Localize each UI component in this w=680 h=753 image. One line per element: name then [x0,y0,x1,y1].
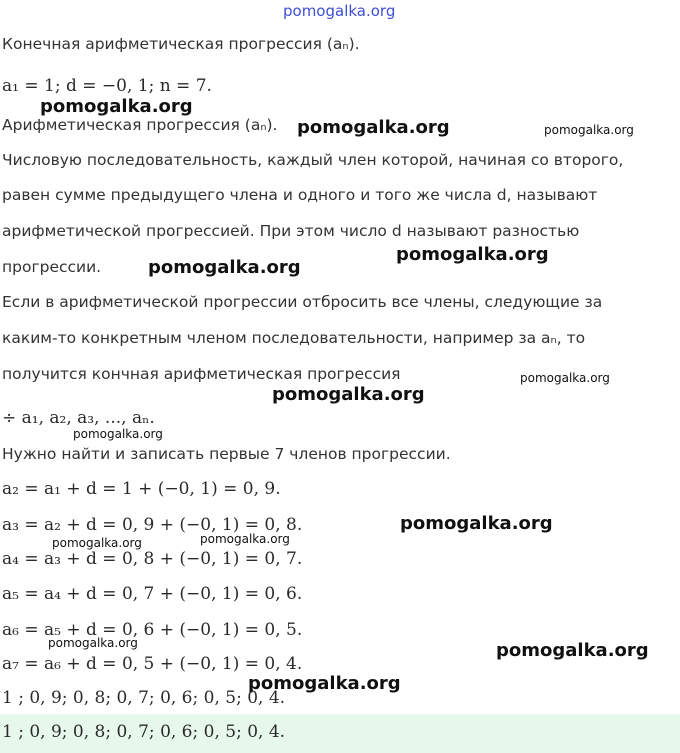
watermark: pomogalka.org [520,371,610,385]
definition-line-3: арифметической прогрессией. При этом число d называют разностью [2,222,580,240]
watermark: pomogalka.org [148,257,301,278]
finite-progression-line-3: получится кончная арифметическая прогрессия [2,365,401,383]
equation-a6: a₆ = a₅ + d = 0, 6 + (−0, 1) = 0, 5. [2,620,303,640]
watermark: pomogalka.org [73,427,163,441]
watermark: pomogalka.org [297,117,450,138]
watermark: pomogalka.org [52,536,142,550]
watermark-top: pomogalka.org [283,2,396,20]
equation-a4: a₄ = a₃ + d = 0, 8 + (−0, 1) = 0, 7. [2,549,303,569]
watermark: pomogalka.org [272,384,425,405]
watermark: pomogalka.org [544,123,634,137]
equation-a2: a₂ = a₁ + d = 1 + (−0, 1) = 0, 9. [2,479,281,499]
watermark: pomogalka.org [248,673,401,694]
watermark: pomogalka.org [200,532,290,546]
given-values: a₁ = 1; d = −0, 1; n = 7. [2,76,212,96]
watermark: pomogalka.org [40,96,193,117]
task-statement: Конечная арифметическая прогрессия (aₙ). [2,35,360,53]
watermark: pomogalka.org [400,513,553,534]
equation-a5: a₅ = a₄ + d = 0, 7 + (−0, 1) = 0, 6. [2,584,303,604]
equation-a3: a₃ = a₂ + d = 0, 9 + (−0, 1) = 0, 8. [2,515,303,535]
result-sequence: 1 ; 0, 9; 0, 8; 0, 7; 0, 6; 0, 5; 0, 4. [2,688,286,708]
finite-progression-line-2: каким-то конкретным членом последовательности, например за aₙ, то [2,329,586,347]
topic-heading: Арифметическая прогрессия (aₙ). [2,116,278,134]
definition-line-2: равен сумме предыдущего члена и одного и того же числа d, называют [2,186,598,204]
watermark: pomogalka.org [48,636,138,650]
watermark: pomogalka.org [396,244,549,265]
answer-text: 1 ; 0, 9; 0, 8; 0, 7; 0, 6; 0, 5; 0, 4. [2,722,286,742]
finite-progression-line-1: Если в арифметической прогрессии отбросить все члены, следующие за [2,293,603,311]
definition-line-4: прогрессии. [2,258,102,276]
progression-notation: ÷ a₁, a₂, a₃, ..., aₙ. [2,408,155,428]
task-instruction: Нужно найти и записать первые 7 членов прогрессии. [2,445,451,463]
definition-line-1: Числовую последовательность, каждый член которой, начиная со второго, [2,151,624,169]
watermark: pomogalka.org [496,640,649,661]
equation-a7: a₇ = a₆ + d = 0, 5 + (−0, 1) = 0, 4. [2,654,303,674]
